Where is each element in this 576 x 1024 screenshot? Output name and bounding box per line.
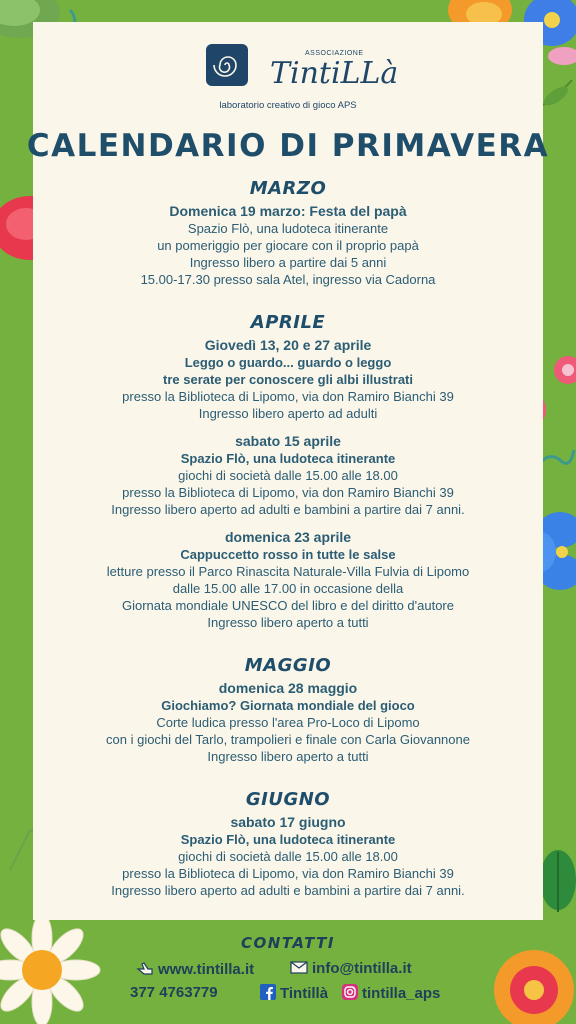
event-detail-line: letture presso il Parco Rinascita Naturale-Villa Fulvia di Lipomo — [106, 564, 470, 579]
event-detail-line: Ingresso libero aperto a tutti — [207, 615, 369, 630]
event-detail-line: Ingresso libero aperto ad adulti e bambini a partire dai 7 anni. — [111, 883, 465, 898]
logo-association-label: ASSOCIAZIONE — [305, 50, 364, 57]
month-spacer — [33, 775, 543, 787]
event-block — [33, 528, 543, 631]
event-detail-line: presso la Biblioteca di Lipomo, via don Ramiro Bianchi 39 — [122, 485, 454, 500]
phone-text: 377 4763779 — [130, 984, 218, 1001]
month-spacer — [33, 298, 543, 310]
event-block — [33, 679, 543, 765]
event-detail-line: Giornata mondiale UNESCO del libro e del diritto d'autore — [122, 598, 454, 613]
event-detail-line: dalle 15.00 alle 17.00 in occasione della — [172, 581, 404, 596]
event-title: Giovedì 13, 20 e 27 aprile — [204, 337, 372, 353]
event-block — [33, 432, 543, 518]
instagram-text: tintilla_aps — [362, 984, 441, 1002]
envelope-icon — [290, 961, 308, 978]
event-title: domenica 23 aprile — [224, 529, 352, 545]
event-detail-line: Spazio Flò, una ludoteca itinerante — [187, 221, 389, 236]
logo-mark — [206, 44, 248, 86]
event-subtitle: Cappuccetto rosso in tutte le salse — [180, 547, 396, 562]
month-heading: GIUGNO — [245, 789, 331, 810]
month-heading: APRILE — [250, 312, 326, 333]
event-detail-line: Ingresso libero aperto a tutti — [207, 749, 369, 764]
facebook-text: Tintillà — [280, 984, 329, 1002]
logo-name: TintiLLà — [270, 56, 399, 91]
event-detail-line: giochi di società dalle 15.00 alle 18.00 — [178, 849, 398, 864]
event-detail-line: 15.00-17.30 presso sala Atel, ingresso via Cadorna — [140, 272, 436, 287]
event-detail-line: giochi di società dalle 15.00 alle 18.00 — [178, 468, 398, 483]
event-detail-line: con i giochi del Tarlo, trampolieri e finale con Carla Giovannone — [106, 732, 470, 747]
event-detail-line: un pomeriggio per giocare con il proprio papà — [157, 238, 419, 253]
facebook-icon — [260, 984, 276, 1004]
instagram-link[interactable] — [342, 984, 440, 1004]
daisy-bottom-left-icon — [0, 916, 110, 1024]
page-title: CALENDARIO DI PRIMAVERA — [26, 128, 550, 164]
event-detail-line: presso la Biblioteca di Lipomo, via don Ramiro Bianchi 39 — [122, 389, 454, 404]
event-title: domenica 28 maggio — [218, 680, 358, 696]
event-subtitle: Giochiamo? Giornata mondiale del gioco — [161, 698, 415, 713]
month-spacer — [33, 909, 543, 921]
event-block — [33, 202, 543, 288]
event-detail-line: Corte ludica presso l'area Pro-Loco di Lipomo — [156, 715, 420, 730]
facebook-link[interactable] — [260, 984, 328, 1004]
email-text: info@tintilla.it — [312, 960, 412, 977]
email-link[interactable] — [290, 960, 412, 978]
event-title: Domenica 19 marzo: Festa del papà — [169, 203, 407, 219]
contacts-title: CONTATTI — [241, 934, 335, 952]
month-heading: MARZO — [249, 178, 327, 199]
event-subtitle: tre serate per conoscere gli albi illustrati — [163, 372, 413, 387]
event-title: sabato 15 aprile — [235, 433, 341, 449]
event-title: sabato 17 giugno — [230, 814, 346, 830]
instagram-icon — [342, 984, 358, 1004]
event-subtitle: Spazio Flò, una ludoteca itinerante — [180, 832, 396, 847]
logo-subtitle: laboratorio creativo di gioco APS — [219, 100, 357, 111]
event-detail-line: Ingresso libero aperto ad adulti e bambini a partire dai 7 anni. — [111, 502, 465, 517]
phone-number[interactable] — [130, 984, 218, 1001]
month-heading: MAGGIO — [244, 655, 332, 676]
contacts-section — [0, 934, 576, 952]
month-spacer — [33, 641, 543, 653]
event-block — [33, 336, 543, 422]
calendar-content — [33, 176, 543, 921]
website-link[interactable] — [136, 960, 254, 980]
website-text: www.tintilla.it — [158, 960, 255, 978]
event-subtitle: Spazio Flò, una ludoteca itinerante — [180, 451, 396, 466]
event-subtitle: Leggo o guardo... guardo o leggo — [184, 355, 392, 370]
event-detail-line: Ingresso libero aperto ad adulti — [198, 406, 378, 421]
event-block — [33, 813, 543, 899]
pointing-hand-icon — [136, 960, 154, 980]
event-detail-line: presso la Biblioteca di Lipomo, via don Ramiro Bianchi 39 — [122, 866, 454, 881]
event-detail-line: Ingresso libero a partire dai 5 anni — [189, 255, 387, 270]
